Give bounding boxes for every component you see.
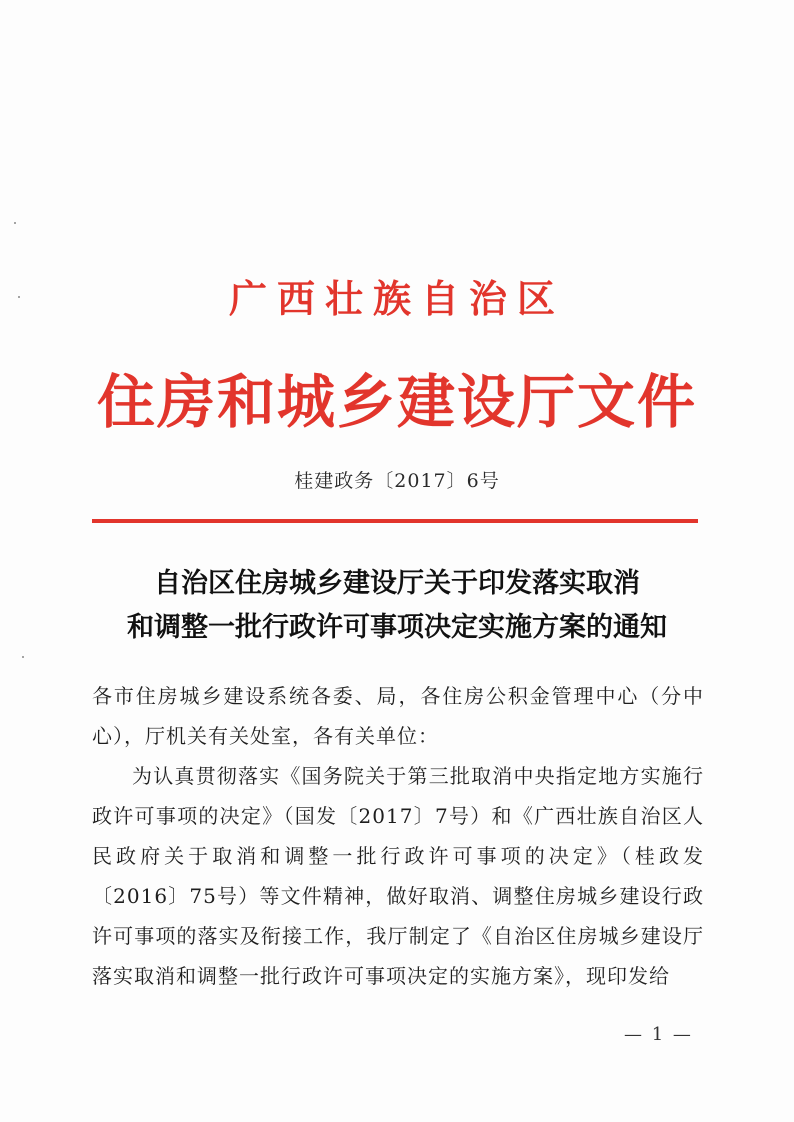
salutation: 各市住房城乡建设系统各委、局，各住房公积金管理中心（分中心），厅机关有关处室，各有关单位： [92,684,704,748]
red-separator-line [92,519,698,523]
document-number: 桂建政务〔2017〕6号 [294,470,500,492]
scan-speck [18,296,20,298]
title-line-1: 自治区住房城乡建设厅关于印发落实取消 [154,568,640,599]
body-paragraph: 为认真贯彻落实《国务院关于第三批取消中央指定地方实施行政许可事项的决定》（国发〔2017〕7号）和《广西壮族自治区人民政府关于取消和调整一批行政许可事项的决定》（桂政发〔2016〕75号）等文件精神，做好取消、调整住房城乡建设行政许可事项的落实及衔接工作，我厅制定了《自治区住房城乡建设厅落实取消和调整一批行政许可事项决定的实施方案》，现印发给 [92,764,704,988]
issuer-department: 住房和城乡建设厅文件 [96,368,697,436]
issuer-region: 广西壮族自治区 [228,277,565,321]
document-title [60,562,734,650]
document-body [92,676,704,996]
page-number: — 1 — [624,1024,693,1045]
scan-speck [22,656,24,658]
scan-speck [14,222,16,224]
title-line-2: 和调整一批行政许可事项决定实施方案的通知 [127,612,667,643]
